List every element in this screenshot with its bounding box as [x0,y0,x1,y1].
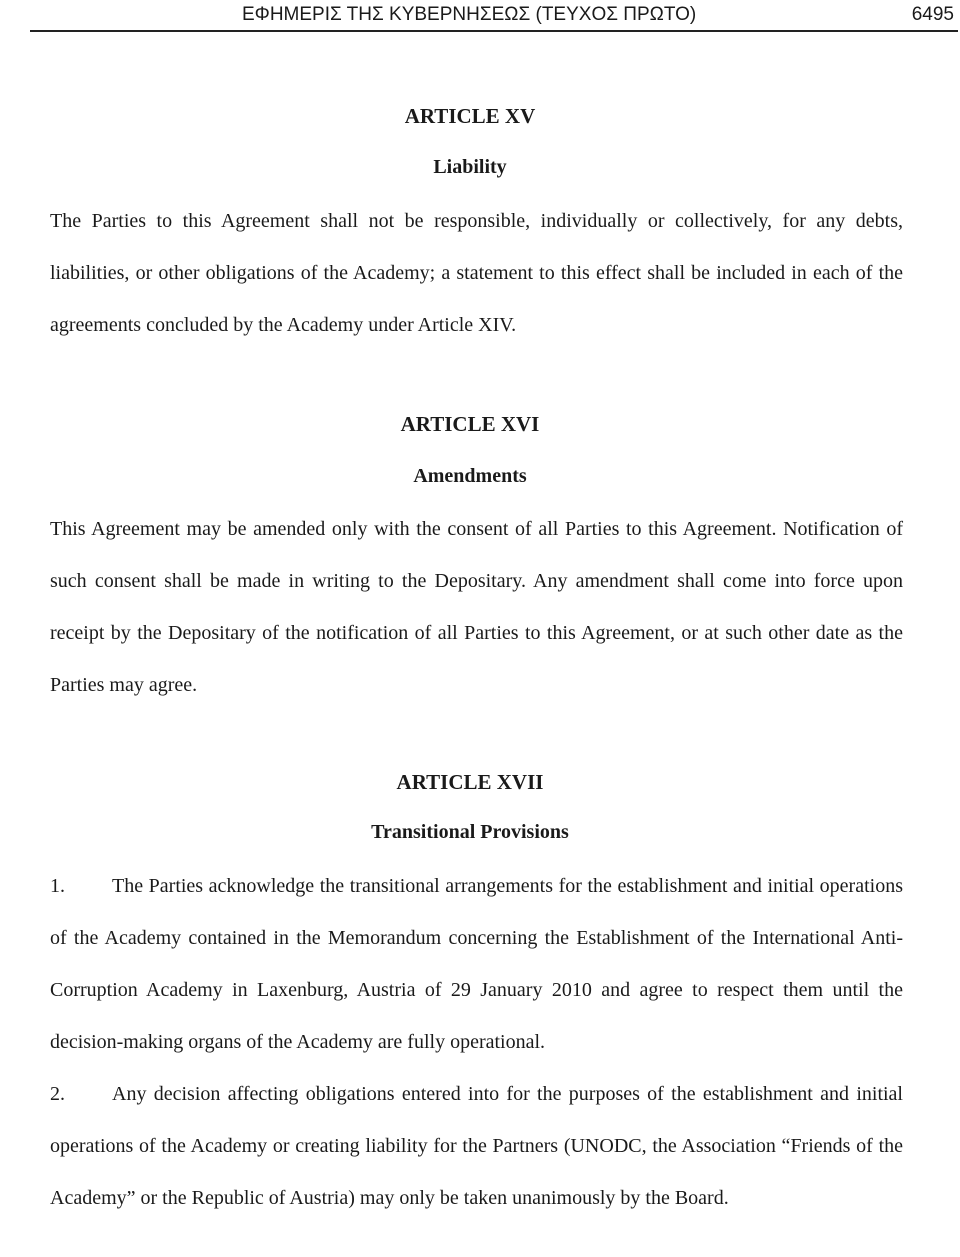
item-number: 1. [50,875,65,897]
article-xvii-item-1 [50,860,903,1068]
article-xv-paragraph: The Parties to this Agreement shall not be responsible, individually or collectively, for any debts, liabilities, or other obligations of the Academy; a statement to this effect shall be included in each of the agreements concluded by the Academy under Article XIV. [50,210,903,336]
article-xvi-paragraph: This Agreement may be amended only with the consent of all Parties to this Agreement. Notification of such consent shall be made in writing to the Depositary. Any amendment shall come into force upon receipt by the Depositary of the notification of all Parties to this Agreement, or at such other date as the Parties may agree. [50,518,903,696]
article-xvii-item-2 [50,1068,903,1224]
article-xvi-subtitle: Amendments [413,465,527,487]
gazette-header [30,0,958,32]
item-number: 2. [50,1083,65,1105]
item-text: Any decision affecting obligations entered into for the purposes of the establishment and initial operations of the Academy or creating liability for the Partners (UNODC, the Association “Friends of the Academy” or the Republic of Austria) may only be taken unanimously by the Board. [50,1083,903,1209]
article-xv-subtitle: Liability [433,156,507,178]
article-xv-title: ARTICLE XV [404,104,536,128]
article-xvii-subtitle: Transitional Provisions [371,821,569,843]
page-number: 6495 [911,4,954,25]
gazette-title: ΕΦΗΜΕΡΙΣ ΤΗΣ ΚΥΒΕΡΝΗΣΕΩΣ (ΤΕΥΧΟΣ ΠΡΩΤΟ) [242,4,697,25]
article-xvii-title: ARTICLE XVII [396,770,544,794]
article-xvi-title: ARTICLE XVI [400,412,540,436]
item-text: The Parties acknowledge the transitional arrangements for the establishment and initial operations of the Academy contained in the Memorandum concerning the Establishment of the International Anti-Corruption Academy in Laxenburg, Austria of 29 January 2010 and agree to respect them until the decision-making organs of the Academy are fully operational. [50,875,903,1053]
